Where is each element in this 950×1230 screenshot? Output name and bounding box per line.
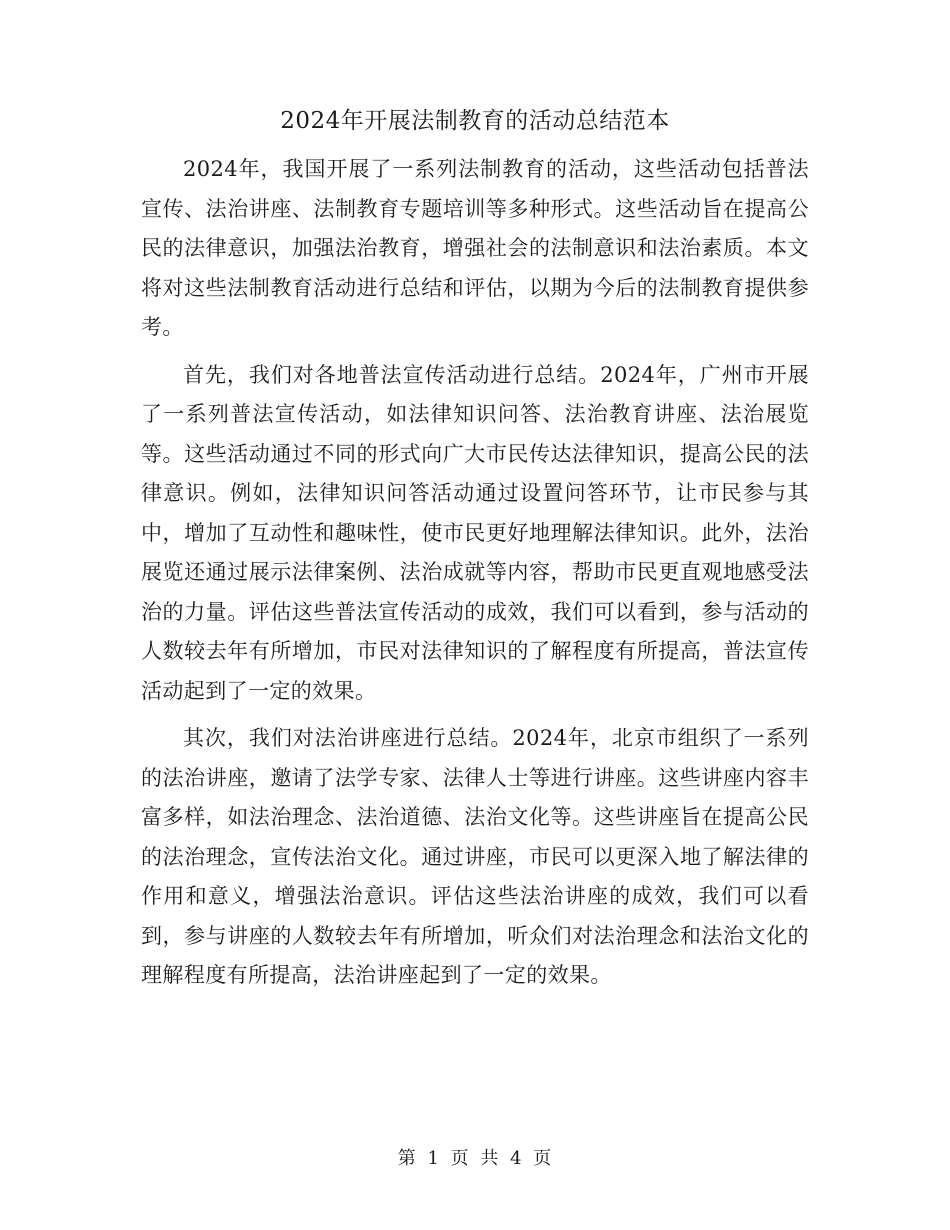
page-number-footer: 第 1 页 共 4 页: [397, 1148, 553, 1169]
paragraph-legal-lectures: 其次，我们对法治讲座进行总结。2024年，北京市组织了一系列的法治讲座，邀请了法学专家、法律人士等进行讲座。这些讲座内容丰富多样，如法治理念、法治道德、法治文化等。这些讲座旨在提高公民的法治理念，宣传法治文化。通过讲座，市民可以更深入地了解法律的作用和意义，增强法治意识。评估这些法治讲座的成效，我们可以看到，参与讲座的人数较去年有所增加，听众们对法治理念和法治文化的理解程度有所提高，法治讲座起到了一定的效果。: [141, 726, 809, 987]
document-title: 2024年开展法制教育的活动总结范本: [280, 108, 670, 134]
paragraph-legal-publicity: 首先，我们对各地普法宣传活动进行总结。2024年，广州市开展了一系列普法宣传活动，如法律知识问答、法治教育讲座、法治展览等。这些活动通过不同的形式向广大市民传达法律知识，提高公民的法律意识。例如，法律知识问答活动通过设置问答环节，让市民参与其中，增加了互动性和趣味性，使市民更好地理解法律知识。此外，法治展览还通过展示法律案例、法治成就等内容，帮助市民更直观地感受法治的力量。评估这些普法宣传活动的成效，我们可以看到，参与活动的人数较去年有所增加，市民对法律知识的了解程度有所提高，普法宣传活动起到了一定的效果。: [141, 362, 809, 703]
paragraph-intro: 2024年，我国开展了一系列法制教育的活动，这些活动包括普法宣传、法治讲座、法制教育专题培训等多种形式。这些活动旨在提高公民的法律意识，加强法治教育，增强社会的法制意识和法治素质。本文将对这些法制教育活动进行总结和评估，以期为今后的法制教育提供参考。: [141, 157, 809, 339]
document-body: [141, 150, 809, 1004]
